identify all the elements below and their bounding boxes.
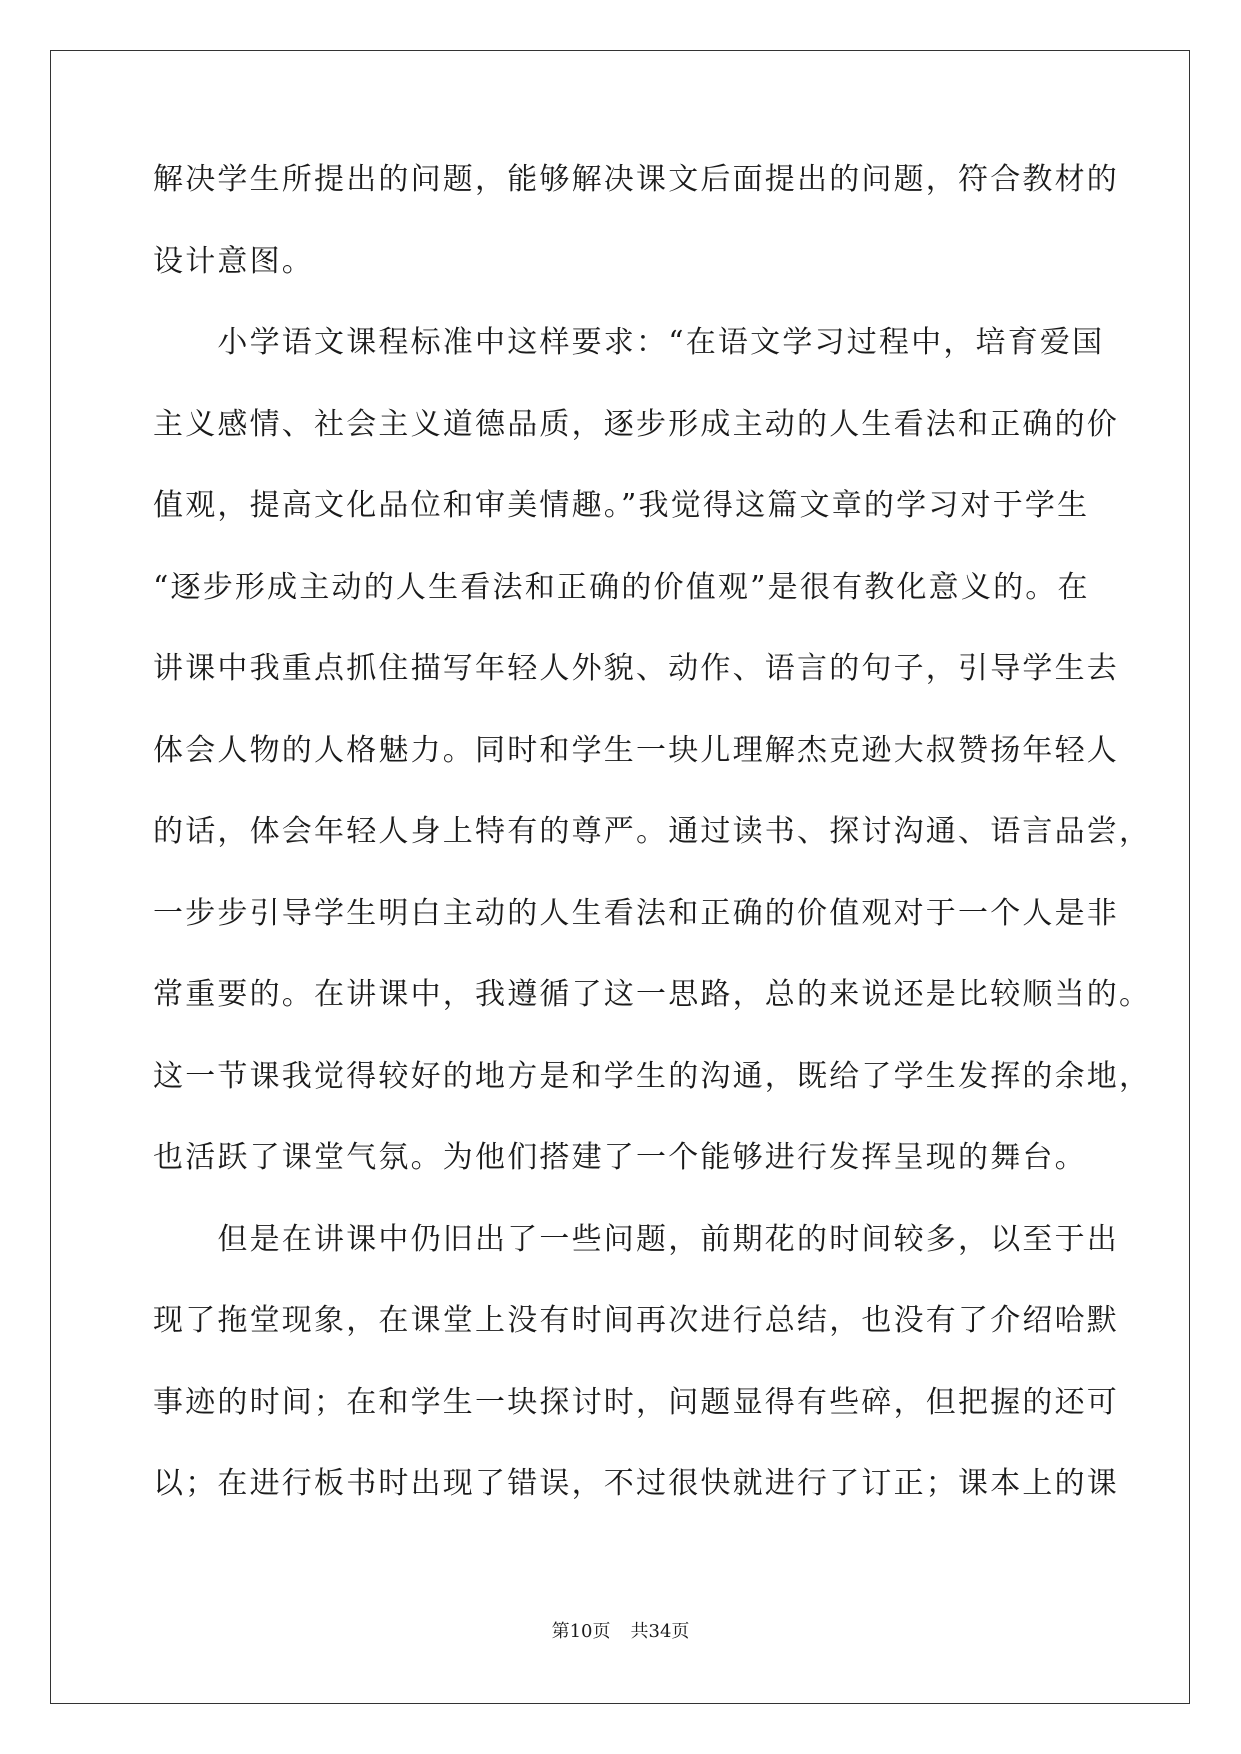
text-line: 小学语文课程标准中这样要求：“在语文学习过程中，培育爱国 bbox=[153, 325, 1105, 360]
text-line: 事迹的时间；在和学生一块探讨时，问题显得有些碎，但把握的还可 bbox=[153, 1384, 1119, 1420]
page-footer bbox=[0, 1617, 1241, 1643]
page-number: 第10页 bbox=[551, 1621, 611, 1642]
document-body bbox=[153, 160, 1152, 1546]
text-line: 以；在进行板书时出现了错误，不过很快就进行了订正；课本上的课 bbox=[153, 1466, 1119, 1501]
text-line: 体会人物的人格魅力。同时和学生一块儿理解杰克逊大叔赞扬年轻人 bbox=[153, 732, 1119, 768]
text-line: 但是在讲课中仍旧出了一些问题，前期花的时间较多，以至于出 bbox=[153, 1221, 1119, 1257]
page-total: 共34页 bbox=[630, 1621, 690, 1642]
text-line: 也活跃了课堂气氛。为他们搭建了一个能够进行发挥呈现的舞台。 bbox=[153, 1140, 1087, 1175]
text-line: 值观，提高文化品位和审美情趣。”我觉得这篇文章的学习对于学生 bbox=[153, 488, 1090, 523]
text-line: 解决学生所提出的问题，能够解决课文后面提出的问题，符合教材的 bbox=[153, 162, 1119, 197]
text-line: “逐步形成主动的人生看法和正确的价值观”是很有教化意义的。在 bbox=[153, 569, 1090, 605]
text-line: 一步步引导学生明白主动的人生看法和正确的价值观对于一个人是非 bbox=[153, 895, 1119, 931]
text-line: 现了拖堂现象，在课堂上没有时间再次进行总结，也没有了介绍哈默 bbox=[153, 1303, 1119, 1338]
text-line: 主义感情、社会主义道德品质，逐步形成主动的人生看法和正确的价 bbox=[153, 406, 1119, 442]
text-line: 的话，体会年轻人身上特有的尊严。通过读书、探讨沟通、语言品尝， bbox=[153, 814, 1152, 849]
text-line: 设计意图。 bbox=[153, 243, 314, 279]
text-line: 这一节课我觉得较好的地方是和学生的沟通，既给了学生发挥的余地， bbox=[153, 1058, 1152, 1094]
text-line: 常重要的。在讲课中，我遵循了这一思路，总的来说还是比较顺当的。 bbox=[153, 977, 1152, 1012]
text-line: 讲课中我重点抓住描写年轻人外貌、动作、语言的句子，引导学生去 bbox=[153, 651, 1119, 686]
